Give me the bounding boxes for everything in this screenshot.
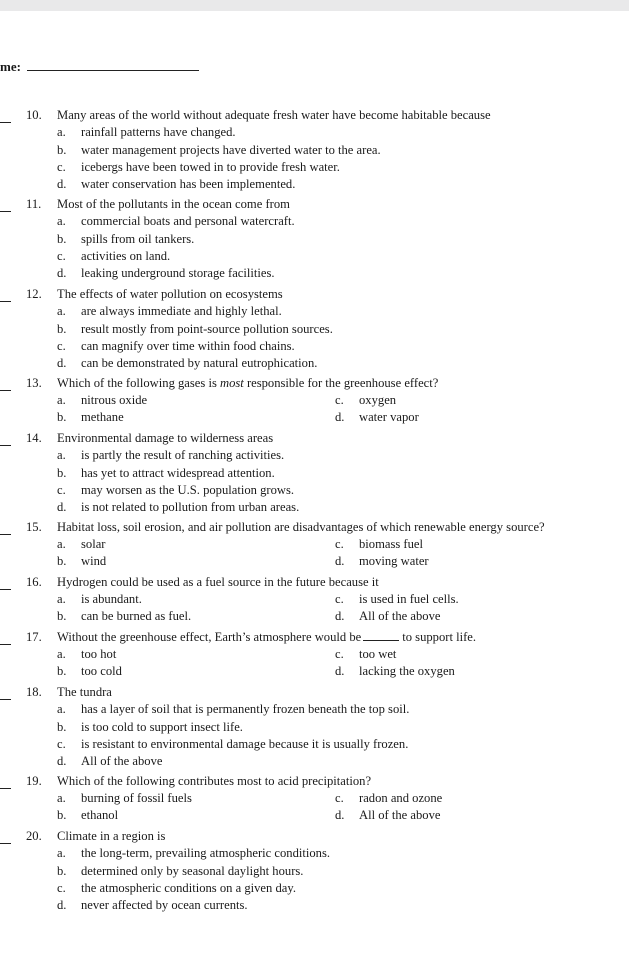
question-stem: Without the greenhouse effect, Earth’s atmosphere would be to support life.	[57, 630, 477, 644]
option-a: a. has a layer of soil that is permanently frozen beneath the top soil.	[57, 702, 410, 716]
option-c: c. may worsen as the U.S. population grows.	[57, 483, 295, 497]
option-b: b. ethanol	[57, 808, 119, 822]
option-d: d. All of the above	[57, 754, 163, 768]
option-a: a. the long-term, prevailing atmospheric conditions.	[57, 846, 331, 860]
question-stem: The tundra	[57, 685, 112, 699]
option-b: b. too cold	[57, 664, 122, 678]
question-stem: Which of the following contributes most to acid precipitation?	[57, 774, 372, 788]
question-stem: The effects of water pollution on ecosystems	[57, 287, 283, 301]
name-blank-line[interactable]	[27, 58, 199, 71]
question-stem: Habitat loss, soil erosion, and air pollution are disadvantages of which renewable energy source?	[57, 520, 545, 534]
option-c: c. activities on land.	[57, 249, 171, 263]
option-b: b. spills from oil tankers.	[57, 232, 195, 246]
option-a: a. are always immediate and highly lethal.	[57, 304, 282, 318]
question-number: 12.	[26, 287, 42, 301]
answer-blank[interactable]	[0, 211, 11, 212]
option-d: d. is not related to pollution from urban areas.	[57, 500, 300, 514]
option-d: d. water vapor	[335, 410, 419, 424]
answer-blank[interactable]	[0, 390, 11, 391]
option-c: c. is resistant to environmental damage because it is usually frozen.	[57, 737, 409, 751]
question-stem: Environmental damage to wilderness areas	[57, 431, 274, 445]
question-number: 19.	[26, 774, 42, 788]
option-c: c. oxygen	[335, 393, 397, 407]
answer-blank[interactable]	[0, 445, 11, 446]
question-number: 15.	[26, 520, 42, 534]
question-stem: Most of the pollutants in the ocean come from	[57, 197, 290, 211]
emphasis-word: most	[220, 376, 244, 390]
question-stem: Many areas of the world without adequate fresh water have become habitable because	[57, 108, 491, 122]
question-number: 13.	[26, 376, 42, 390]
question-stem: Which of the following gases is most responsible for the greenhouse effect?	[57, 376, 439, 390]
option-a: a. burning of fossil fuels	[57, 791, 192, 805]
option-c: c. is used in fuel cells.	[335, 592, 459, 606]
option-a: a. rainfall patterns have changed.	[57, 125, 236, 139]
option-b: b. has yet to attract widespread attention.	[57, 466, 275, 480]
option-d: d. leaking underground storage facilities.	[57, 266, 275, 280]
question-number: 18.	[26, 685, 42, 699]
fill-in-blank	[363, 631, 399, 641]
option-c: c. biomass fuel	[335, 537, 424, 551]
question-number: 14.	[26, 431, 42, 445]
question-number: 10.	[26, 108, 42, 122]
option-d: d. can be demonstrated by natural eutrophication.	[57, 356, 318, 370]
answer-blank[interactable]	[0, 301, 11, 302]
option-d: d. All of the above	[335, 609, 441, 623]
option-a: a. solar	[57, 537, 106, 551]
top-bar	[0, 0, 629, 11]
option-d: d. never affected by ocean currents.	[57, 898, 248, 912]
option-b: b. is too cold to support insect life.	[57, 720, 243, 734]
answer-blank[interactable]	[0, 644, 11, 645]
option-b: b. determined only by seasonal daylight hours.	[57, 864, 304, 878]
question-stem: Hydrogen could be used as a fuel source in the future because it	[57, 575, 379, 589]
option-d: d. lacking the oxygen	[335, 664, 455, 678]
answer-blank[interactable]	[0, 534, 11, 535]
option-c: c. radon and ozone	[335, 791, 443, 805]
option-c: c. can magnify over time within food chains.	[57, 339, 295, 353]
option-c: c. too wet	[335, 647, 397, 661]
option-d: d. All of the above	[335, 808, 441, 822]
option-b: b. methane	[57, 410, 124, 424]
answer-blank[interactable]	[0, 122, 11, 123]
option-c: c. icebergs have been towed in to provide fresh water.	[57, 160, 340, 174]
question-stem: Climate in a region is	[57, 829, 166, 843]
question-number: 16.	[26, 575, 42, 589]
question-number: 20.	[26, 829, 42, 843]
option-b: b. water management projects have diverted water to the area.	[57, 143, 381, 157]
answer-blank[interactable]	[0, 699, 11, 700]
name-label: me:	[0, 59, 21, 74]
name-field	[0, 58, 199, 75]
option-b: b. can be burned as fuel.	[57, 609, 192, 623]
answer-blank[interactable]	[0, 843, 11, 844]
answer-blank[interactable]	[0, 589, 11, 590]
question-number: 11.	[26, 197, 42, 211]
option-a: a. is abundant.	[57, 592, 142, 606]
option-a: a. is partly the result of ranching activities.	[57, 448, 285, 462]
answer-blank[interactable]	[0, 788, 11, 789]
option-d: d. water conservation has been implemented.	[57, 177, 296, 191]
option-a: a. too hot	[57, 647, 117, 661]
question-number: 17.	[26, 630, 42, 644]
option-a: a. commercial boats and personal watercraft.	[57, 214, 295, 228]
option-b: b. result mostly from point-source pollution sources.	[57, 322, 333, 336]
option-a: a. nitrous oxide	[57, 393, 148, 407]
option-d: d. moving water	[335, 554, 429, 568]
option-c: c. the atmospheric conditions on a given day.	[57, 881, 296, 895]
option-b: b. wind	[57, 554, 107, 568]
